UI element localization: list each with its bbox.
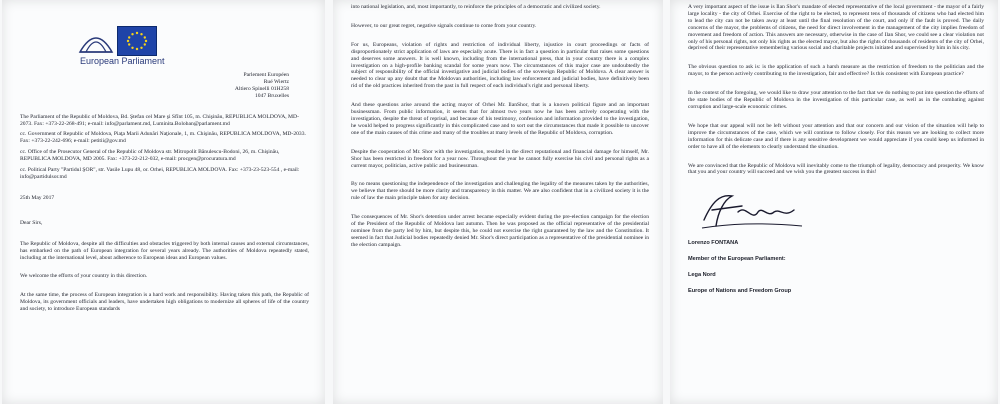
eu-flag-icon — [117, 26, 157, 56]
sender-line: Altiero Spinelli 01H258 — [234, 85, 289, 92]
paragraph: into national legislation, and, most importantly, to reinforce the principles of a democratic and civilized society. — [351, 4, 601, 10]
paragraph: We hope that our appeal will not be left without your attention and that our concern and our vision of the situation will help to improve the circumstances of the case, which we will continue to follow closely. For this reason we are looking to collect more information for this delicate case and if there is any sensitive development we would appreciate if you could keep us informed in order to have all of the elements to clearly understand the situation. — [688, 122, 984, 150]
paragraph: A very important aspect of the issue is Ilan Shor's mandate of elected representative of the local government - the mayor of a fairly large locality - the city of Orhei. Exercise of the right to be elected, to represent tens of thousands of citizens who had elected him to lead the city can not be taken away at least until the final resolution of the court, and only if the fault is proved. The daily concerns of the mayor, the problems of citizens, the need for direct involvement in the management of the city implies freedom of movement and freedom of action. This answers are necessary, otherwise in the case of Ilan Shor, we could see a clear violation not only of his personal rights, not only his rights as the elected mayor, but also the rights of thousands of residents of the city of Orhei, deprived of their representative remembering various social and charitable projects initiated and supervised by him in his city. — [688, 4, 984, 52]
paragraph: However, to our great regret, negative signals continue to come from your country. — [351, 22, 537, 29]
signatory-group: Europe of Nations and Freedom Group — [688, 288, 792, 295]
letter-page-2 — [333, 0, 663, 404]
paragraph: In the context of the foregoing, we would like to draw your attention to the fact that we do nothing to put into question the efforts of the state bodies of the Republic of Moldova in the investigation of this particular case, as well as in the combating against corruption and large-scale economic crimes. — [688, 90, 984, 110]
signatory-party: Lega Nord — [688, 272, 716, 279]
paragraph: The Republic of Moldova, despite all the difficulties and obstacles triggered by both internal causes and external circumstances, has embarked on the path of European integration for several years already. The authorities of Moldova repeatedly stated, including at the international level, about adherence to European ideas and European values. — [20, 240, 309, 261]
paragraph: We welcome the efforts of your country in this direction. — [20, 273, 148, 280]
paragraph: The obvious question to ask is: is the application of such a harsh measure as the restriction of freedom to the politician and the mayor, to the person actively contributing to the investigation, fair and effective? Is this consistent with European practice? — [688, 64, 984, 78]
letter-date: 25th May 2017 — [20, 194, 55, 201]
paragraph: Despite the cooperation of Mr. Shor with the investigation, resulted in the direct reputational and financial damage for himself, Mr. Shor has been restricted in freedom for a year now. Throughout the year he cannot fully exercise his civil and personal rights as a current mayor, politician, active public and businessman. — [351, 148, 649, 169]
letter-page-3 — [670, 0, 998, 404]
signature-block — [688, 240, 984, 295]
paragraph: At the same time, the process of European integration is a hard work and responsibility. Having taken this path, the Republic of Moldova, its government officials and leaders, have undertaken high obligations to modernize all spheres of life of the country and society, to introduce European standards — [20, 292, 309, 313]
sender-line: Rué Wiertz — [263, 78, 289, 85]
recipient-addresses — [20, 114, 309, 181]
handwritten-signature — [688, 182, 984, 240]
cc-address: cc. Office of the Prosecutor General of the Republic of Moldova str. Mitropolit Bănulescu-Bodoni, 26, m. Chişinău, REPUBLICA MOLDOVA, MD 2005. Fax: +373-22-212-032, e-mail: procgen@procuratura.md — [20, 149, 280, 163]
paragraph: We are convinced that the Republic of Moldova will inevitably come to the triumph of legality, democracy and prosperity. We know that you and your country will succeed and we wish you the greatest success in this! — [688, 162, 984, 176]
signatory-title: Member of the European Parliament: — [688, 256, 786, 263]
paragraph: By no means questioning the independence of the investigation and challenging the legality of the measures taken by the authorities, we believe that there should be more clarity and transparency in this matter. We are also confident that in a civilized society it is the rule of law the main principle taken for any decision. — [351, 181, 649, 202]
signatory-name: Lorenzo FONTANA — [688, 240, 739, 247]
recipient-address: The Parliament of the Republic of Moldova, Bd. Ştefan cel Mare şi Sfînt 105, m. Chişinău, REPUBLICA MOLDOVA, MD-2073. Fax: +373-22-268-491; e-mail: info@parlament.md, Luminita.Boloban@parlament.md — [20, 113, 299, 127]
logo-text: European Parliament — [80, 56, 165, 66]
sender-line: Parlement Européen — [243, 72, 289, 78]
paragraph: And these questions arise around the acting mayor of Orhei Mr. IlanShor, that is a known political figure and an important businessman. From public information, it seems that for almost two years now he has been actively cooperating with the investigation, despite the threat of reprisal, and because of his testimony, confession and information provided to the investigation, he would helped to progress significantly in this complicated case and to sort out the circumstances that made it possible to uncover one of the main causes of this crime and many of the troubles at many levels of the Republic of Moldova, corruption. — [351, 102, 649, 136]
paragraph: The consequences of Mr. Shor's detention under arrest became especially evident during the pre-election campaign for the election of the President of the Republic of Moldova last autumn. Then he was proposed as the official representative of the presidential nominee from the party led by him, but despite this, he could not exercise the right guaranteed by the law and the Constitution. It seemed in fact that Judicial bodies repeatedly denied Mr. Shor's direct participation as a representative of the presidential nominee in the election campaign. — [351, 214, 649, 248]
cc-address: cc. Political Party "Partidul ŞOR", str. Vasile Lupu 48, or. Orhei, REPUBLICA MOLDOVA. Fax: +373-23-523-554 , e-mail: info@partidulsor.md — [20, 167, 300, 180]
european-parliament-logo — [20, 4, 309, 82]
paragraph: For us, Europeans, violation of rights and restriction of individual liberty, injustice in court proceedings or facts of disproportionately strict application of laws are especially acute. There is in fact a question in particular that raises some questions and deserves some answers. It is well known, including from the international press, that in your country there is a complex investigation on a high-profile banking scandal for some years now. The circumstances of this major case are undoubtedly the subject of responsibility of the official investigative and judicial bodies of the sovereign Republic of Moldova. A clear answer is needed to clear up any doubt that the Moldovan authorities, including law enforcement and judicial bodies, have definitively been rid of the old practices inherited from the past in full respect of each individual's right and personal liberty. — [351, 41, 649, 90]
sender-line: 1047 Bruxelles — [254, 92, 289, 99]
cc-address: cc. Government of Republic of Moldova, Piaţa Marii Adunări Naţionale, 1, m. Chişinău, REPUBLICA MOLDOVA, MD-2033. Fax: +373-22-242-696; e-mail: petitii@gov.md — [20, 131, 306, 145]
parliament-building-icon — [78, 24, 114, 54]
letter-page-1 — [2, 0, 325, 404]
salutation: Dear Sirs, — [20, 219, 43, 226]
